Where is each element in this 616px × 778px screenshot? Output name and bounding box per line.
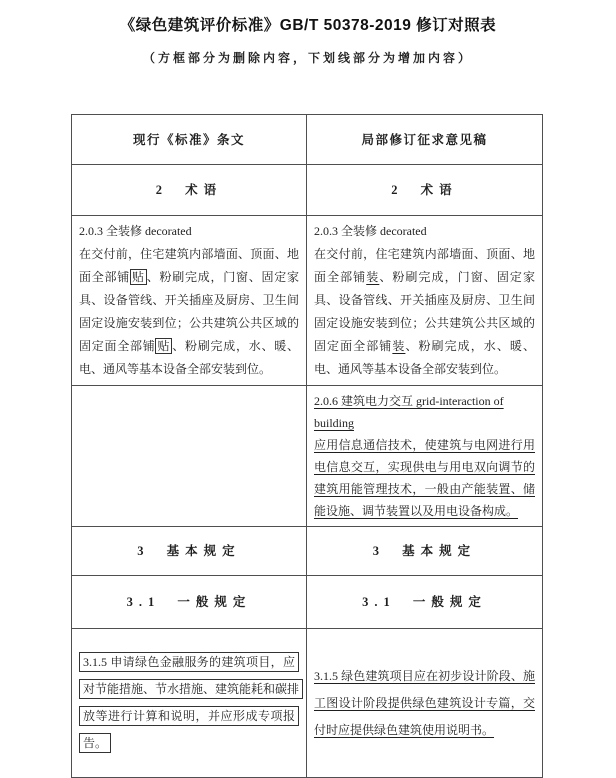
clause-206-body [314, 434, 535, 522]
header-revision-draft: 局部修订征求意见稿 [307, 115, 543, 165]
clause-203-right-body [314, 243, 535, 381]
added-text: 3.1.5 绿色建筑项目应在初步设计阶段、施工图设计阶段提供绿色建筑设计专篇，交付时应提供绿色建筑使用说明书。 [314, 668, 535, 737]
body-text: 、粉刷完成，门窗、固定家具、设备管线、开关插座及厨房、卫生间固定设施安装到位；公共建筑公共区域的固定面全部铺 [79, 270, 299, 353]
deleted-text: 贴 [157, 339, 171, 353]
comparison-table [71, 114, 543, 778]
table-header-row [72, 115, 543, 165]
clause-206-heading [314, 390, 535, 434]
clause-203-left-heading: 2.0.3 全装修 decorated [79, 224, 192, 238]
clause-315-right-body [314, 663, 535, 744]
clause-203-left-body [79, 243, 299, 381]
body-text: 、粉刷完成，水、暖、电、通风等基本设备全部安装到位。 [79, 339, 299, 376]
clause-206-left-empty [72, 386, 307, 527]
clause-row-206 [72, 386, 543, 527]
added-text: 装 [392, 339, 406, 353]
body-text: 在交付前，住宅建筑内部墙面、顶面、地面全部铺 [79, 247, 299, 284]
clause-203-left [72, 216, 307, 386]
clause-203-right-heading: 2.0.3 全装修 decorated [314, 224, 427, 238]
section-row-terms [72, 165, 543, 216]
body-text: 在交付前，住宅建筑内部墙面、顶面、地面全部铺 [314, 247, 535, 284]
page-title: 《绿色建筑评价标准》GB/T 50378-2019 修订对照表 [119, 17, 497, 34]
header-current-standard: 现行《标准》条文 [72, 115, 307, 165]
section-general-left: 3.1 一般规定 [72, 576, 307, 629]
clause-315-left-body [79, 649, 299, 757]
added-text: 应用信息通信技术，使建筑与电网进行用电信息交互，实现供电与用电双向调节的建筑用能管理技术，一般由产能装置、储能设施、调节装置以及用电设备构成。 [314, 438, 535, 518]
added-text: 2.0.6 建筑电力交互 grid-interaction of building [314, 394, 504, 430]
scanned-document-page [0, 13, 616, 750]
deleted-text: 3.1.5 申请绿色金融服务的建筑项目，应对节能措施、节水措施、建筑能耗和碳排放等进行计算和说明，并应形成专项报告。 [79, 652, 303, 753]
section-row-basic [72, 527, 543, 576]
page-subtitle: （方框部分为删除内容，下划线部分为增加内容） [142, 51, 473, 65]
added-text: 装 [366, 270, 380, 284]
section-row-general [72, 576, 543, 629]
clause-315-right [307, 629, 543, 778]
clause-315-left [72, 629, 307, 778]
section-basic-left: 3 基本规定 [72, 527, 307, 576]
body-text: 、粉刷完成，门窗、固定家具、设备管线、开关插座及厨房、卫生间固定设施安装到位；公共建筑公共区域的固定面全部铺 [314, 270, 535, 353]
clause-row-315 [72, 629, 543, 778]
body-text: 、粉刷完成，水、暖、电、通风等基本设备全部安装到位。 [314, 339, 535, 376]
section-general-right: 3.1 一般规定 [307, 576, 543, 629]
section-basic-right: 3 基本规定 [307, 527, 543, 576]
clause-206-right [307, 386, 543, 527]
section-terms-left: 2 术语 [72, 165, 307, 216]
deleted-text: 贴 [132, 270, 145, 284]
section-terms-right: 2 术语 [307, 165, 543, 216]
clause-row-203 [72, 216, 543, 386]
clause-203-right [307, 216, 543, 386]
